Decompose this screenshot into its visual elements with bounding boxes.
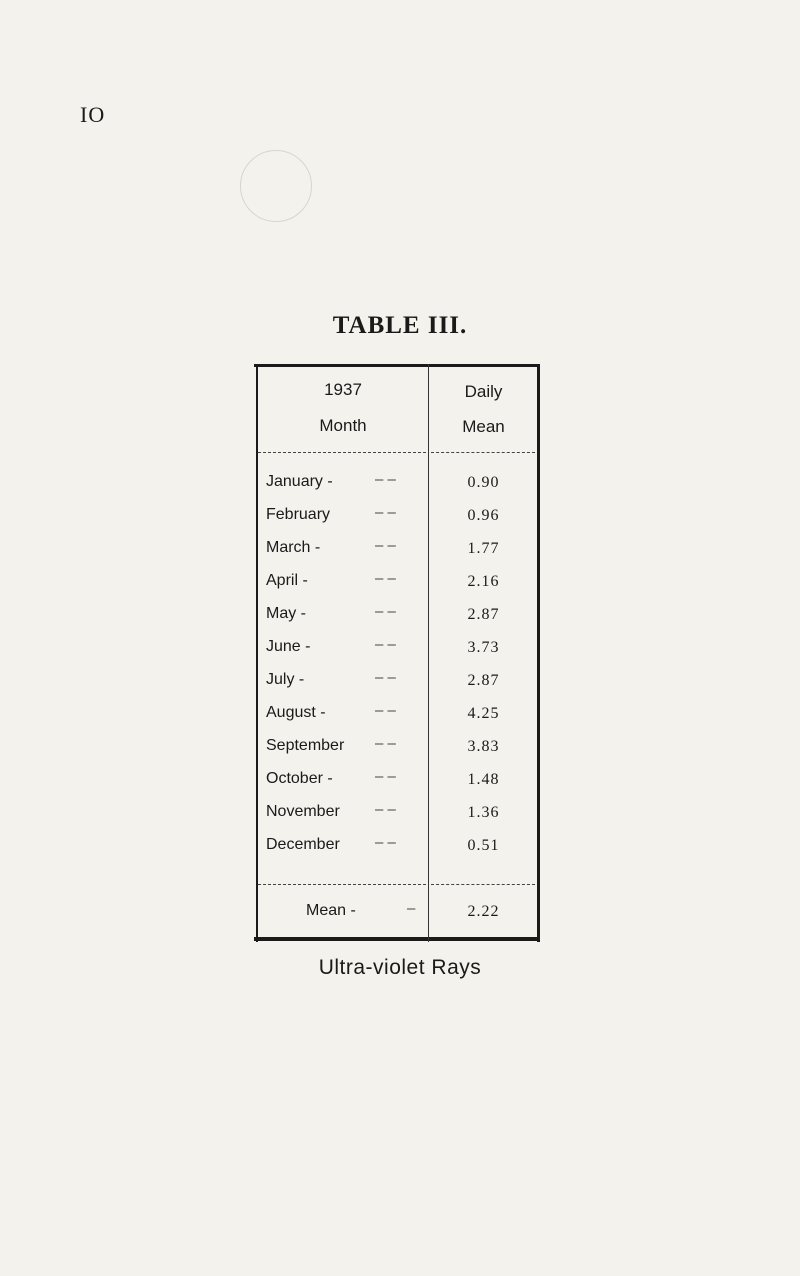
month-cell: December — [266, 836, 340, 853]
month-cell: April - — [266, 572, 308, 589]
month-cell: November — [266, 803, 340, 820]
table-row — [258, 539, 537, 573]
leader-dashes: – – — [375, 801, 396, 818]
leader-dashes: – – — [375, 669, 396, 686]
month-cell: September — [266, 737, 345, 754]
mean-value: 2.22 — [467, 903, 500, 920]
table-right-border — [537, 364, 540, 942]
mean-separator — [258, 884, 426, 885]
value-cell: 3.73 — [467, 639, 500, 656]
value-cell: 0.90 — [467, 474, 500, 491]
month-cell: October - — [266, 770, 333, 787]
table-row — [258, 638, 537, 672]
value-cell: 4.25 — [467, 705, 500, 722]
value-cell: 2.16 — [467, 573, 500, 590]
mean-label: Mean - — [306, 902, 356, 919]
leader-dashes: – – — [375, 636, 396, 653]
table-row — [258, 473, 537, 507]
value-cell: 1.48 — [467, 771, 500, 788]
table-row — [258, 671, 537, 705]
header-daily: Daily — [464, 382, 503, 401]
value-cell: 1.77 — [467, 540, 500, 557]
table-row — [258, 803, 537, 837]
table-top-rule — [254, 364, 540, 367]
leader-dashes: – – — [375, 768, 396, 785]
value-cell: 3.83 — [467, 738, 500, 755]
month-cell: May - — [266, 605, 306, 622]
mean-separator — [431, 884, 535, 885]
value-cell: 2.87 — [467, 606, 500, 623]
table-row — [258, 737, 537, 771]
value-cell: 0.96 — [467, 507, 500, 524]
table-row — [258, 704, 537, 738]
value-cell: 1.36 — [467, 804, 500, 821]
leader-dashes: – – — [375, 834, 396, 851]
header-mean: Mean — [462, 417, 505, 436]
leader-dashes: – – — [375, 570, 396, 587]
month-cell: March - — [266, 539, 321, 556]
table-row — [258, 506, 537, 540]
leader-dashes: – – — [375, 471, 396, 488]
month-cell: June - — [266, 638, 311, 655]
leader-dashes: – – — [375, 504, 396, 521]
table-caption: Ultra-violet Rays — [318, 956, 482, 979]
leader-dashes: – – — [375, 702, 396, 719]
header-year: 1937 — [324, 380, 362, 399]
leader-dashes: – – — [375, 603, 396, 620]
page-number: IO — [80, 102, 106, 127]
month-cell: February — [266, 506, 331, 523]
table-bottom-rule — [254, 937, 540, 941]
header-separator — [258, 452, 426, 453]
mean-row — [258, 902, 537, 936]
leader-dashes: – – — [375, 735, 396, 752]
leader-dashes: – – — [375, 537, 396, 554]
month-cell: July - — [266, 671, 305, 688]
month-cell: January - — [266, 473, 333, 490]
table-row — [258, 572, 537, 606]
leader-dashes: – — [407, 900, 416, 917]
table-row — [258, 605, 537, 639]
month-cell: August - — [266, 704, 326, 721]
header-separator — [431, 452, 535, 453]
value-cell: 0.51 — [467, 837, 500, 854]
scan-blemish — [240, 150, 312, 222]
table-row — [258, 836, 537, 870]
header-month: Month — [319, 416, 367, 435]
table-title: TABLE III. — [332, 312, 468, 339]
value-cell: 2.87 — [467, 672, 500, 689]
table-row — [258, 770, 537, 804]
